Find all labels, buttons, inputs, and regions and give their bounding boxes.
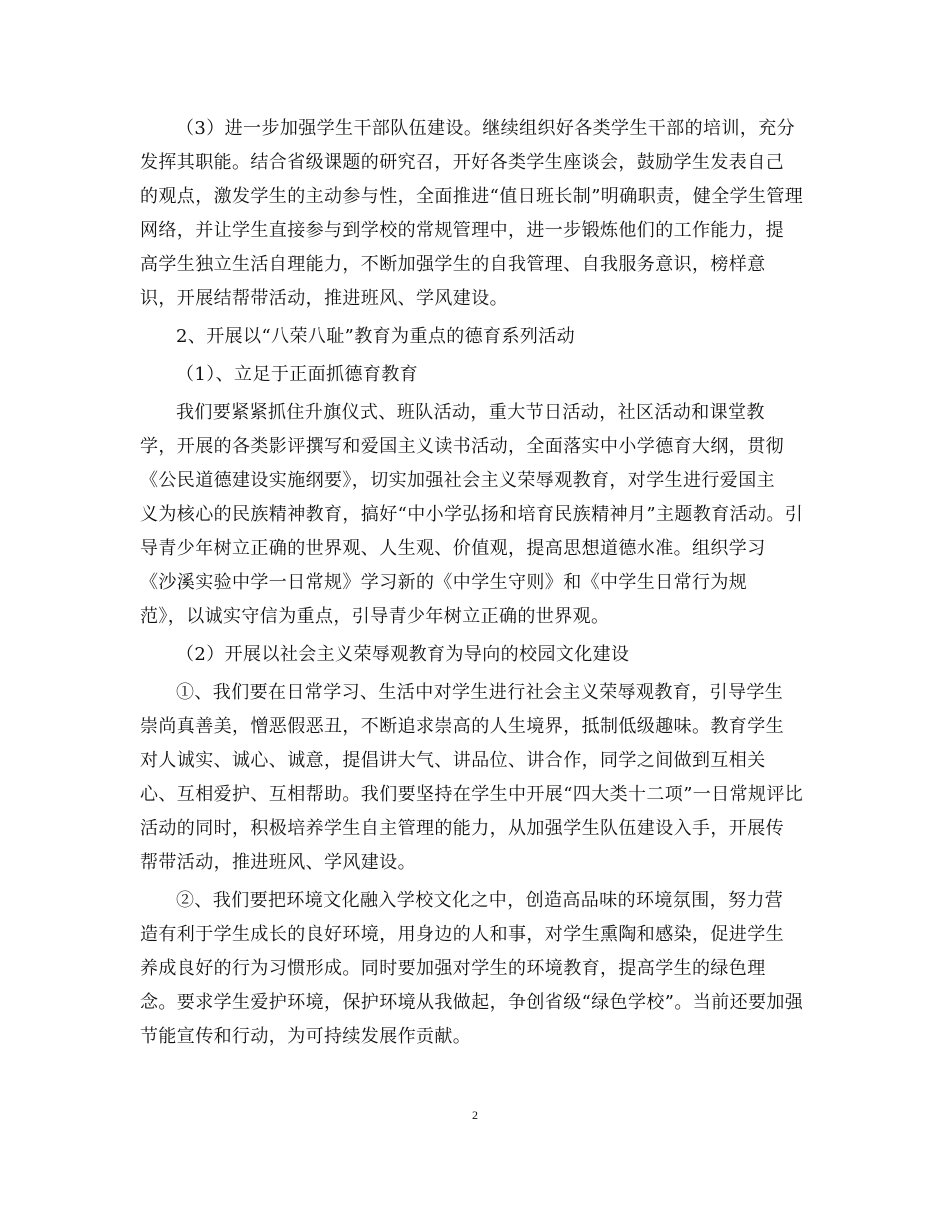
paragraph-line: 高学生独立生活自理能力，不断加强学生的自我管理、自我服务意识，榜样意	[140, 254, 766, 275]
paragraph-line: 导青少年树立正确的世界观、人生观、价值观，提高思想道德水准。组织学习	[140, 538, 766, 559]
paragraph-line: 《公民道德建设实施纲要》，切实加强社会主义荣辱观教育，对学生进行爱国主	[140, 470, 775, 491]
paragraph-line: 活动的同时，积极培养学生自主管理的能力，从加强学生队伍建设入手，开展传	[140, 818, 784, 839]
paragraph-line: 学，开展的各类影评撰写和爱国主义读书活动，全面落实中小学德育大纲，贯彻	[140, 436, 784, 457]
paragraph-line: 范》，以诚实守信为重点，引导青少年树立正确的世界观。	[140, 606, 610, 627]
paragraph-line: 义为核心的民族精神教育，搞好“中小学弘扬和培育民族精神月”主题教育活动。引	[140, 504, 804, 525]
paragraph-line: 我们要紧紧抓住升旗仪式、班队活动，重大节日活动，社区活动和课堂教	[176, 402, 765, 423]
subsection-heading: （1）、立足于正面抓德育教育	[176, 364, 419, 385]
paragraph-line: 网络，并让学生直接参与到学校的常规管理中，进一步锻炼他们的工作能力，提	[140, 220, 784, 241]
paragraph-line: 节能宣传和行动，为可持续发展作贡献。	[140, 1026, 472, 1047]
paragraph-line: 识，开展结帮带活动，推进班风、学风建设。	[140, 288, 508, 309]
paragraph-line: （3）进一步加强学生干部队伍建设。继续组织好各类学生干部的培训，充分	[176, 118, 796, 139]
page-number: 2	[472, 1108, 478, 1122]
paragraph-line: 崇尚真善美，憎恶假恶丑，不断追求崇高的人生境界，抵制低级趣味。教育学生	[140, 716, 784, 737]
paragraph-line: 心、互相爱护、互相帮助。我们要坚持在学生中开展“四大类十二项”一日常规评比	[140, 784, 804, 805]
paragraph-line: 帮带活动，推进班风、学风建设。	[140, 852, 416, 873]
paragraph-line: 念。要求学生爱护环境，保护环境从我做起，争创省级“绿色学校”。当前还要加强	[140, 992, 804, 1013]
paragraph-line: 《沙溪实验中学一日常规》学习新的《中学生守则》和《中学生日常行为规	[140, 572, 748, 593]
document-body	[140, 112, 820, 1054]
subsection-heading: （2）开展以社会主义荣辱观教育为导向的校园文化建设	[176, 644, 630, 665]
section-heading: 2、开展以“八荣八耻”教育为重点的德育系列活动	[176, 326, 576, 347]
paragraph-line: 对人诚实、诚心、诚意，提倡讲大气、讲品位、讲合作，同学之间做到互相关	[140, 750, 766, 771]
paragraph-line: 造有利于学生成长的良好环境，用身边的人和事，对学生熏陶和感染，促进学生	[140, 924, 784, 945]
paragraph-line: 发挥其职能。结合省级课题的研究召，开好各类学生座谈会，鼓励学生发表自己	[140, 152, 784, 173]
paragraph-line: 养成良好的行为习惯形成。同时要加强对学生的环境教育，提高学生的绿色理	[140, 958, 766, 979]
paragraph-line: ②、我们要把环境文化融入学校文化之中，创造高品味的环境氛围，努力营	[176, 890, 784, 911]
paragraph-line: 的观点，激发学生的主动参与性，全面推进“值日班长制”明确职责，健全学生管理	[140, 186, 804, 207]
paragraph-line: ①、我们要在日常学习、生活中对学生进行社会主义荣辱观教育，引导学生	[176, 682, 784, 703]
